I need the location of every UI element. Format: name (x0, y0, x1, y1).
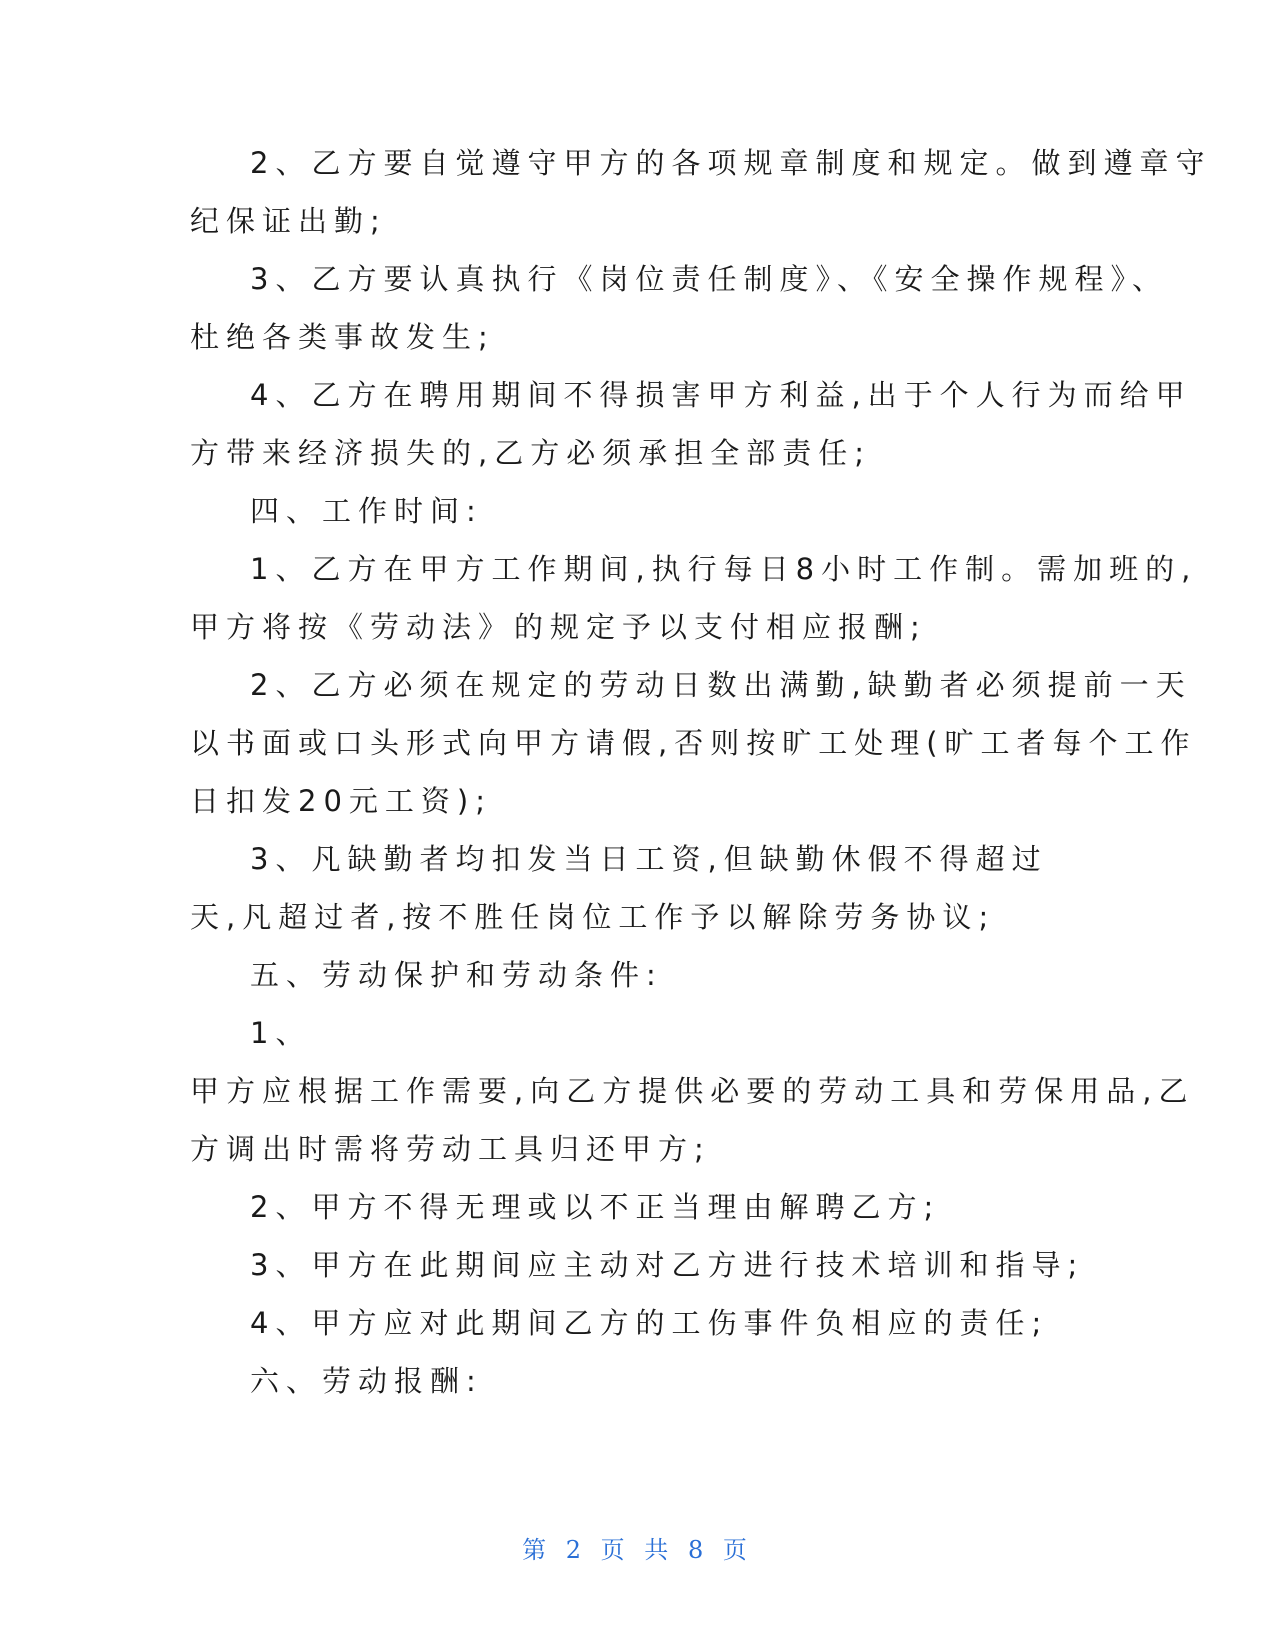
paragraph-line: 3、甲方在此期间应主动对乙方进行技术培训和指导; (250, 1248, 1085, 1282)
paragraph-line: 天,凡超过者,按不胜任岗位工作予以解除劳务协议; (190, 900, 996, 934)
paragraph-line: 甲方将按《劳动法》的规定予以支付相应报酬; (190, 610, 927, 644)
paragraph-line: 2、乙方必须在规定的劳动日数出满勤,缺勤者必须提前一天 (250, 668, 1192, 702)
paragraph-line: 杜绝各类事故发生; (190, 320, 495, 354)
paragraph-line: 2、甲方不得无理或以不正当理由解聘乙方; (250, 1190, 941, 1224)
paragraph-line: 方带来经济损失的,乙方必须承担全部责任; (190, 436, 871, 470)
section-heading: 五、劳动保护和劳动条件: (250, 958, 663, 992)
paragraph-line: 方调出时需将劳动工具归还甲方; (190, 1132, 711, 1166)
paragraph-line: 以书面或口头形式向甲方请假,否则按旷工处理(旷工者每个工作 (190, 726, 1197, 760)
paragraph-line: 纪保证出勤; (190, 204, 387, 238)
paragraph-line: 3、凡缺勤者均扣发当日工资,但缺勤休假不得超过 (250, 842, 1048, 876)
paragraph-line: 2、乙方要自觉遵守甲方的各项规章制度和规定。做到遵章守 (250, 146, 1212, 180)
paragraph-line: 日扣发20元工资); (190, 784, 492, 818)
page-number-footer: 第 2 页 共 8 页 (522, 1536, 753, 1564)
paragraph-line: 甲方应根据工作需要,向乙方提供必要的劳动工具和劳保用品,乙 (190, 1074, 1195, 1108)
paragraph-line: 4、乙方在聘用期间不得损害甲方利益,出于个人行为而给甲 (250, 378, 1192, 412)
section-heading: 六、劳动报酬: (250, 1364, 483, 1398)
paragraph-line: 1、乙方在甲方工作期间,执行每日8小时工作制。需加班的, (250, 552, 1198, 586)
section-heading: 四、工作时间: (250, 494, 483, 528)
paragraph-line: 3、乙方要认真执行《岗位责任制度》、《安全操作规程》、 (250, 262, 1168, 296)
paragraph-line: 4、甲方应对此期间乙方的工伤事件负相应的责任; (250, 1306, 1049, 1340)
paragraph-line: 1、 (250, 1016, 312, 1050)
